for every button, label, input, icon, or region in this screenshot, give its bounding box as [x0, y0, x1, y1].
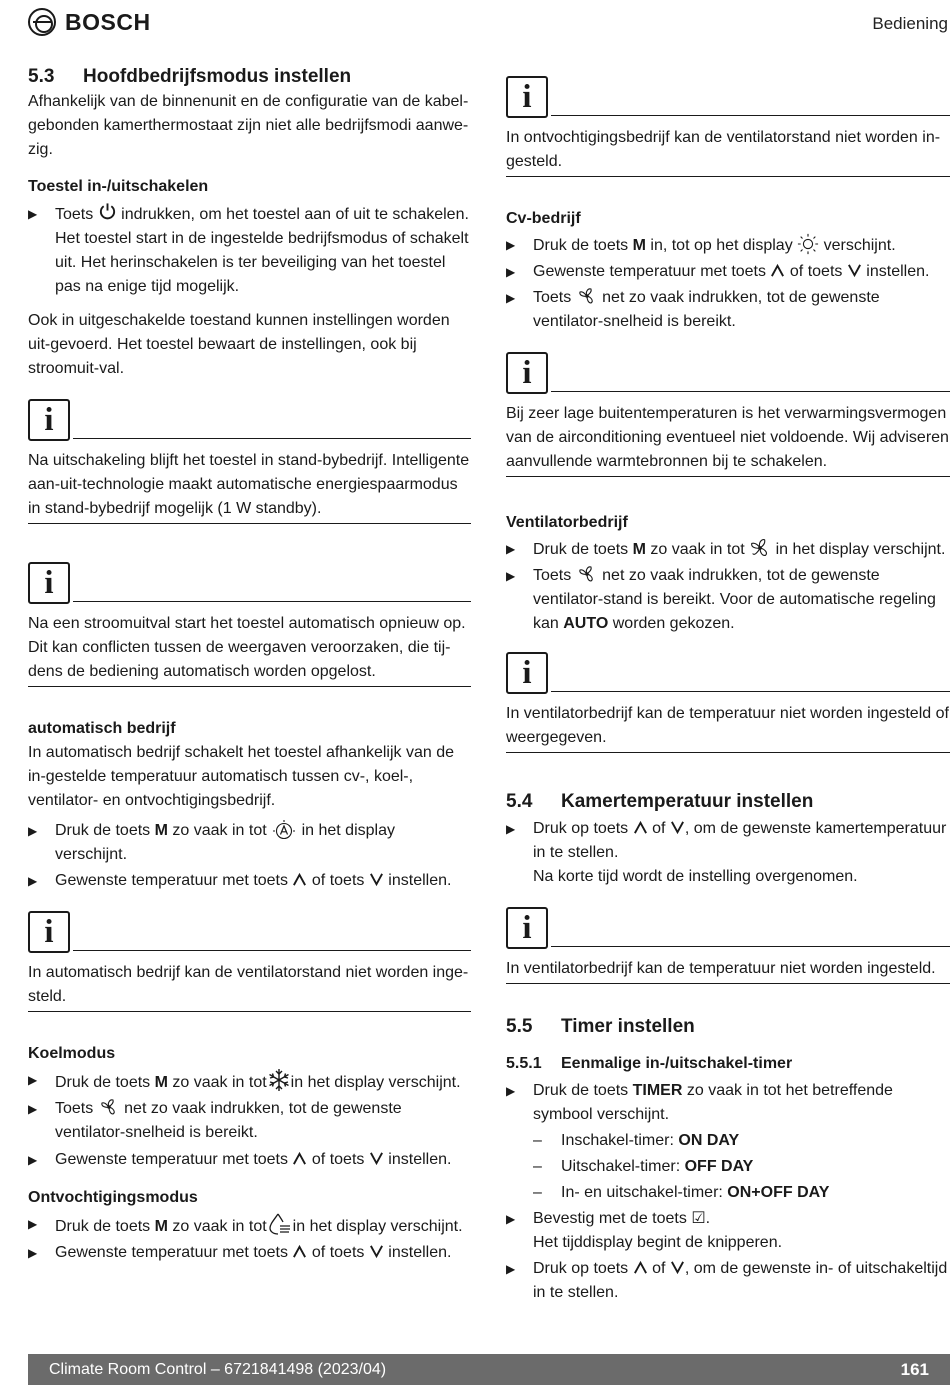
note-text: In ventilatorbedrijf kan de temperatuur niet worden ingesteld of weergegeven.	[506, 705, 949, 746]
arrow-down-icon	[670, 1260, 685, 1275]
intro-paragraph: Afhankelijk van de binnenunit en de configuratie van de kabel-gebonden kamerthermostaat zijn niet alle bedrijfsmodi aanwe-zig.	[28, 93, 469, 158]
heading-cv: Cv-bedrijf	[506, 210, 581, 227]
list-item: ▶ Druk de toets M zo vaak in tot in het display verschijnt.	[28, 1212, 471, 1239]
list-item: ▶ Druk de toets M zo vaak in tot in het display verschijnt.	[28, 819, 471, 867]
info-note-4	[506, 74, 950, 177]
arrow-down-icon	[369, 1244, 384, 1259]
steps-auto	[28, 819, 471, 893]
list-item: ▶ Druk de toets M zo vaak in tot in het display verschijnt.	[28, 1068, 471, 1095]
arrow-up-icon	[633, 1260, 648, 1275]
info-note-7	[506, 905, 950, 984]
steps-vent	[506, 537, 950, 636]
info-icon: i	[28, 562, 70, 604]
page-header	[28, 6, 948, 38]
check-icon: ☑	[691, 1210, 706, 1227]
list-item: ▶ Gewenste temperatuur met toets of toets instellen.	[506, 260, 950, 284]
list-item: ▶ Bevestig met de toets ☑. Het tijddisplay begint de knipperen.	[506, 1207, 950, 1255]
arrow-up-icon	[292, 1151, 307, 1166]
list-item: ▶ Gewenste temperatuur met toets of toets instellen.	[28, 1148, 471, 1172]
info-note-5	[506, 350, 950, 477]
note-text: In ontvochtigingsbedrijf kan de ventilatorstand niet worden in-gesteld.	[506, 129, 941, 170]
heading-5-5-1: 5.5.1 Eenmalige in-/uitschakel-timer	[506, 1055, 793, 1072]
list-item: ▶ Druk op toets of , om de gewenste kamertemperatuur in te stellen. Na korte tijd wordt de instelling overgenomen.	[506, 817, 950, 889]
note-text: Na een stroomuitval start het toestel automatisch opnieuw op. Dit kan conflicten tussen de weergaven veroorzaken, die tij-dens de bediening automatisch worden opgelost.	[28, 615, 466, 680]
steps-kamertemp	[506, 817, 950, 889]
info-icon: i	[28, 911, 70, 953]
list-item: ▶ Druk op toets of , om de gewenste in- of uitschakeltijd in te stellen.	[506, 1257, 950, 1305]
info-icon: i	[506, 76, 548, 118]
steps-koel	[28, 1068, 471, 1172]
list-item: ▶ Druk de toets M zo vaak in tot in het display verschijnt.	[506, 537, 950, 562]
list-item: ▶ Druk de toets M in, tot op het display verschijnt.	[506, 233, 950, 258]
heading-5-4: 5.4 Kamertemperatuur instellen	[506, 791, 814, 812]
info-icon: i	[506, 652, 548, 694]
heading-koel: Koelmodus	[28, 1045, 116, 1062]
list-item: ▶ Toets net zo vaak indrukken, tot de gewenste ventilator-snelheid is bereikt.	[28, 1097, 471, 1145]
info-icon: i	[28, 399, 70, 441]
heading-5-3: 5.3 Hoofdbedrijfsmodus instellen	[28, 66, 352, 87]
list-item: – Inschakel-timer: ON DAY	[533, 1129, 950, 1153]
info-note-1	[28, 397, 471, 524]
steps-timer	[506, 1079, 950, 1127]
list-item: ▶ Gewenste temperatuur met toets of toets instellen.	[28, 1241, 471, 1265]
page-number: 161	[900, 1360, 929, 1379]
arrow-down-icon	[369, 1151, 384, 1166]
page-footer	[28, 1354, 950, 1385]
arrow-down-icon	[670, 820, 685, 835]
note-text: In ventilatorbedrijf kan de temperatuur niet worden ingesteld.	[506, 960, 936, 977]
fan-icon	[98, 1097, 120, 1117]
info-icon: i	[506, 352, 548, 394]
info-note-2	[28, 560, 471, 687]
arrow-up-icon	[292, 1244, 307, 1259]
heading-vent: Ventilatorbedrijf	[506, 514, 628, 531]
footer-doc-info: Climate Room Control – 6721841498 (2023/04)	[49, 1361, 387, 1378]
list-item: ▶ Gewenste temperatuur met toets of toets instellen.	[28, 869, 471, 893]
arrow-down-icon	[369, 872, 384, 887]
dehumidify-icon	[267, 1212, 293, 1236]
section-name: Bediening	[872, 14, 948, 33]
steps-timer-2	[506, 1207, 950, 1305]
left-column	[28, 64, 471, 1265]
arrow-up-icon	[633, 820, 648, 835]
timer-options	[533, 1129, 950, 1205]
list-item: ▶ Toets net zo vaak indrukken, tot de gewenste ventilator-stand is bereikt. Voor de automatische regeling kan AUTO worden gekozen.	[506, 564, 950, 636]
right-column	[506, 74, 950, 1305]
note-text: Na uitschakeling blijft het toestel in stand-bybedrijf. Intelligente aan-uit-technologie maakt automatische energiespaarmodus in stand-bybedrijf mogelijk (1 W standby).	[28, 452, 470, 517]
info-icon: i	[506, 907, 548, 949]
heading-auto: automatisch bedrijf	[28, 720, 176, 737]
info-note-3	[28, 909, 471, 1012]
arrow-down-icon	[847, 263, 862, 278]
list-item: – Uitschakel-timer: OFF DAY	[533, 1155, 950, 1179]
brand-name: BOSCH	[65, 9, 151, 35]
fan-icon	[576, 286, 598, 306]
list-item: ▶ Toets net zo vaak indrukken, tot de gewenste ventilator-snelheid is bereikt.	[506, 286, 950, 334]
bosch-logo	[28, 8, 151, 36]
heading-5-5: 5.5 Timer instellen	[506, 1016, 695, 1037]
fan-icon	[576, 564, 598, 584]
arrow-up-icon	[292, 872, 307, 887]
sun-icon	[797, 233, 819, 255]
auto-paragraph: In automatisch bedrijf schakelt het toestel afhankelijk van de in-gestelde temperatuur automatisch tussen cv-, koel-, ventilator- en ontvochtigingsbedrijf.	[28, 744, 455, 809]
note-text: Bij zeer lage buitentemperaturen is het verwarmingsvermogen van de airconditioning eventueel niet voldoende. Wij adviseren aanvullende warmtebronnen bij te schakelen.	[506, 405, 949, 470]
list-item: ▶ Druk de toets TIMER zo vaak in tot het betreffende symbool verschijnt.	[506, 1079, 950, 1127]
steps-toestel	[28, 202, 471, 299]
info-note-6	[506, 650, 950, 753]
ventilator-icon	[749, 537, 771, 559]
arrow-up-icon	[770, 263, 785, 278]
auto-mode-icon	[271, 819, 297, 841]
snowflake-icon	[267, 1068, 291, 1092]
heading-ontv: Ontvochtigingsmodus	[28, 1189, 198, 1206]
list-item: – In- en uitschakel-timer: ON+OFF DAY	[533, 1181, 950, 1205]
bosch-armature-icon	[28, 8, 56, 36]
list-item: ▶ Toets indrukken, om het toestel aan of uit te schakelen. Het toestel start in de ingestelde bedrijfsmodus of schakelt uit. Het herinschakelen is ter beveiliging van het toestel pas na enige tijd mogelijk.	[28, 202, 471, 299]
toestel-paragraph: Ook in uitgeschakelde toestand kunnen instellingen worden uit-gevoerd. Het toestel bewaart de instellingen, ook bij stroomuit-val.	[28, 312, 450, 377]
power-icon	[98, 202, 117, 221]
steps-ontv	[28, 1212, 471, 1265]
steps-cv	[506, 233, 950, 334]
note-text: In automatisch bedrijf kan de ventilatorstand niet worden inge-steld.	[28, 964, 469, 1005]
heading-toestel: Toestel in-/uitschakelen	[28, 178, 209, 195]
